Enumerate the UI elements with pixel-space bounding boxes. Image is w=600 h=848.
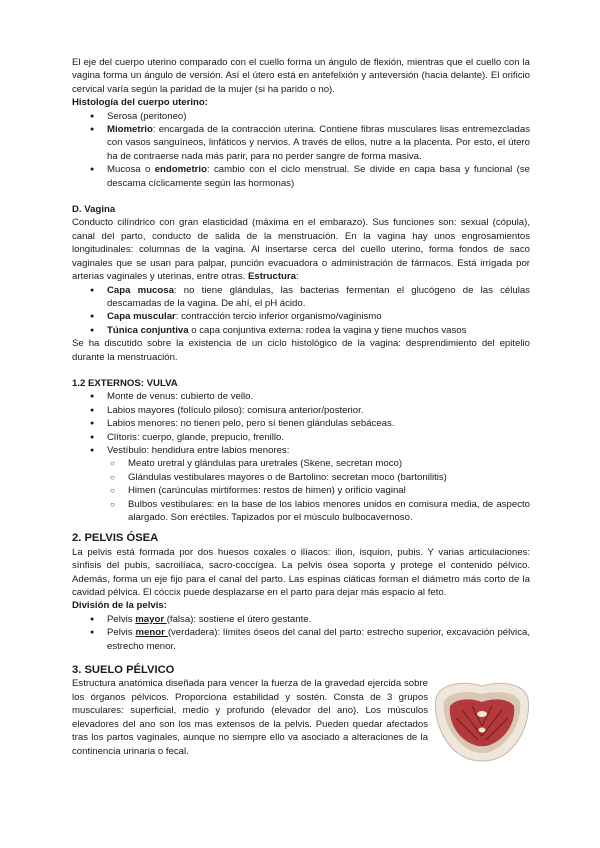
pelvis-heading: 2. PELVIS ÓSEA bbox=[72, 532, 159, 545]
list-item: ● Labios menores: no tienen pelo, pero sí tienen glándulas sebáceas. bbox=[72, 417, 530, 430]
vagina-paragraph: Conducto cilíndrico con gran elasticidad (máxima en el embarazo). Sus funciones son: sexual (cópula), canal del parto, conducto de salida de la menstruación. En la vagina hay unos engrosamientos longitudinales: columnas de la vagina. Al insertarse cerca del cuello uterino, forma fondos de saco vaginales que se usan para palpar, punción evacuadora o administración de fármacos. Está irrigada por arterias vaginales y uterinas, entre otras. Estructura: bbox=[72, 217, 530, 283]
division-list bbox=[72, 613, 530, 653]
pelvic-floor-illustration bbox=[432, 680, 532, 762]
list-item: ● Pelvis mayor (falsa): sostiene el útero gestante. bbox=[72, 613, 530, 626]
externos-list bbox=[72, 390, 530, 457]
list-item: ● Serosa (peritoneo) bbox=[72, 110, 530, 123]
suelo-paragraph: Estructura anatómica diseñada para vencer la fuerza de la gravedad ejercida sobre los órganos pélvicos. Proporciona estabilidad y sostén. Consta de 3 grupos musculares: superficial, medio y profundo (elevador del ano). Los músculos elevadores del ano son los mas extensos de la pelvis. Pueden quedar afectados tras los partos vaginales, aunque no siempre ello va asociado a alteraciones de la continencia urinaria o fecal. bbox=[72, 678, 428, 757]
document-page bbox=[72, 56, 530, 758]
list-item: ● Vestíbulo: hendidura entre labios menores: bbox=[72, 444, 530, 457]
vagina-list bbox=[72, 284, 530, 338]
histologia-heading: Histología del cuerpo uterino: bbox=[72, 97, 208, 109]
list-item: ● Clítoris: cuerpo, glande, prepucio, frenillo. bbox=[72, 431, 530, 444]
externos-heading: 1.2 EXTERNOS: VULVA bbox=[72, 377, 178, 389]
list-item: ○ Meato uretral y glándulas para uretrales (Skene, secretan moco) bbox=[72, 457, 530, 470]
list-item: ● Capa muscular: contracción tercio inferior organismo/vaginismo bbox=[72, 310, 530, 323]
list-item: ○ Bulbos vestibulares: en la base de los labios menores unidos en comisura media, de aspecto alargado. Son eréctiles. Tapizados por el músculo bulbocavernoso. bbox=[72, 498, 530, 525]
vagina-closing: Se ha discutido sobre la existencia de un ciclo histológico de la vagina: desprendimiento del epitelio durante la menstruación. bbox=[72, 338, 530, 363]
suelo-section bbox=[72, 664, 530, 758]
list-item: ● Pelvis menor (verdadera): límites óseos del canal del parto: estrecho superior, excavación pélvica, estrecho menor. bbox=[72, 626, 530, 653]
histologia-list bbox=[72, 110, 530, 190]
intro-paragraph: El eje del cuerpo uterino comparado con el cuello forma un ángulo de flexión, mientras que el cuello con la vagina forma un ángulo de versión. Así el útero está en antefelxión y anteversión (hacia delante). El orificio cervical varía según la paridad de la mujer (si ha parido o no). bbox=[72, 57, 530, 95]
suelo-heading: 3. SUELO PÉLVICO bbox=[72, 664, 175, 677]
list-item: ● Túnica conjuntiva o capa conjuntiva externa: rodea la vagina y tiene muchos vasos bbox=[72, 324, 530, 337]
division-heading: División de la pelvis: bbox=[72, 600, 167, 612]
list-item: ○ Himen (carúnculas mirtiformes: restos de himen) y orificio vaginal bbox=[72, 484, 530, 497]
list-item: ● Miometrio: encargada de la contracción uterina. Contiene fibras musculares lisas entremezcladas con vasos sanguíneos, linfáticos y nervios. A través de ellos, nutre a la placenta. Por esto, el útero ha de contraerse nada más parir, para no perder sangre de forma masiva. bbox=[72, 123, 530, 163]
vestibulo-sublist bbox=[72, 457, 530, 524]
list-item: ● Monte de venus: cubierto de vello. bbox=[72, 390, 530, 403]
pelvis-paragraph: La pelvis está formada por dos huesos coxales o ilíacos: ilion, isquion, pubis. Y varias articulaciones: sínfisis del pubis, sacroilíaca, sacro-coccígea. La pelvis ósea soporta y protege el contenido pélvico. Además, forma un eje fijo para el canal del parto. Las espinas ciáticas forman el diámetro más corto de la cavidad pélvica. El cóccix puede desplazarse en el parto para dejar más espacio al feto. bbox=[72, 546, 530, 599]
vagina-heading: D. Vagina bbox=[72, 204, 116, 216]
list-item: ○ Glándulas vestibulares mayores o de Bartolino: secretan moco (bartonilitis) bbox=[72, 471, 530, 484]
list-item: ● Labios mayores (folículo piloso): comisura anterior/posterior. bbox=[72, 404, 530, 417]
list-item: ● Mucosa o endometrio: cambio con el ciclo menstrual. Se divide en capa basa y funcional (se descama cíclicamente según las hormonas) bbox=[72, 163, 530, 190]
list-item: ● Capa mucosa: no tiene glándulas, las bacterias fermentan el glucógeno de las células descamadas de la vagina. De ahí, el pH ácido. bbox=[72, 284, 530, 311]
